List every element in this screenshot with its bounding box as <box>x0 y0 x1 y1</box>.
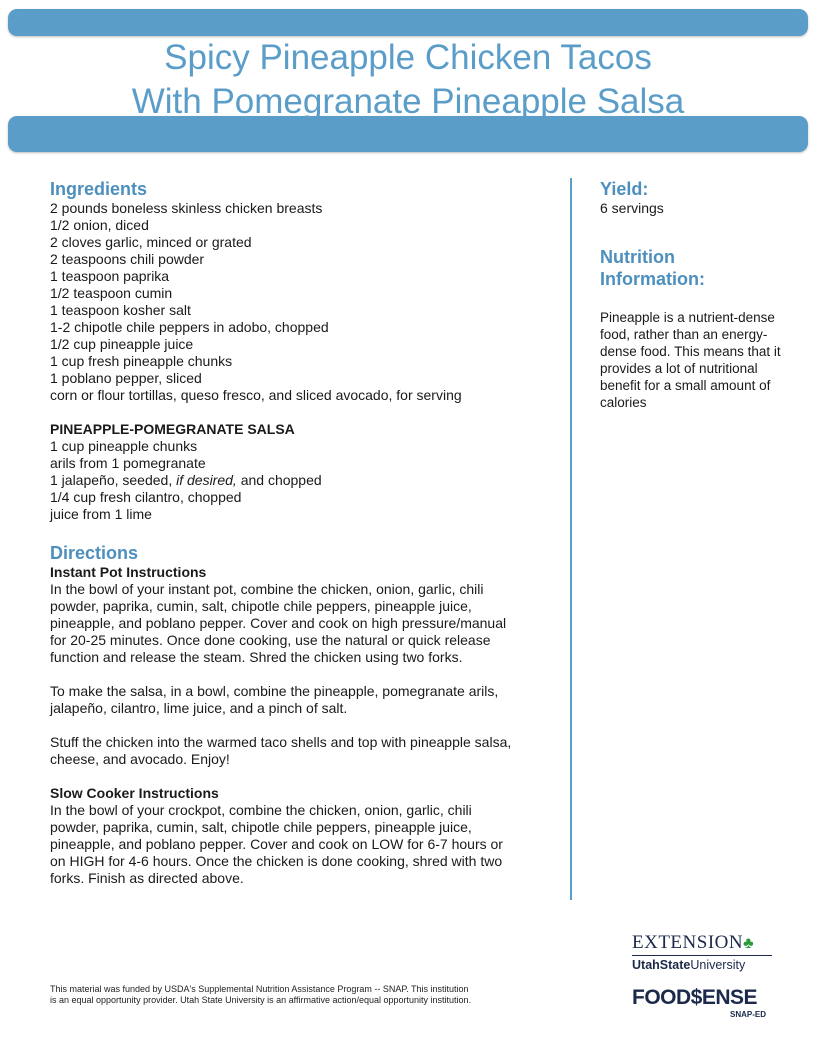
ingredient-item: 1-2 chipotle chile peppers in adobo, chopped <box>50 319 329 335</box>
ingredient-item: 2 pounds boneless skinless chicken breasts <box>50 200 323 216</box>
ingredient-item: 1 teaspoon kosher salt <box>50 302 191 318</box>
yield-value: 6 servings <box>600 200 664 216</box>
paragraph-line: To make the salsa, in a bowl, combine the pineapple, pomegranate arils, <box>50 683 499 699</box>
usu-wordmark-2: University <box>690 958 746 972</box>
salsa-directions-paragraph <box>50 683 550 717</box>
salsa-heading: PINEAPPLE-POMEGRANATE SALSA <box>50 421 295 437</box>
paragraph-line: In the bowl of your instant pot, combine the chicken, onion, garlic, chili <box>50 581 484 597</box>
sidebar <box>600 178 805 411</box>
main-column <box>50 178 550 887</box>
foodsense-logo: FOOD$ENSE <box>632 986 758 1009</box>
salsa-item: juice from 1 lime <box>50 506 152 522</box>
yield-heading: Yield: <box>600 179 649 199</box>
ingredient-item: 1 teaspoon paprika <box>50 268 170 284</box>
snap-ed-label: SNAP-ED <box>729 1010 766 1019</box>
ingredient-item: 1 cup fresh pineapple chunks <box>50 353 233 369</box>
ingredients-list <box>50 200 550 404</box>
nutrition-line: Pineapple is a nutrient-dense <box>600 310 775 325</box>
paragraph-line: powder, paprika, cumin, salt, chipotle chile peppers, pineapple juice, <box>50 819 472 835</box>
instant-pot-heading: Instant Pot Instructions <box>50 564 207 580</box>
nutrition-line: calories <box>600 395 647 410</box>
ingredients-heading: Ingredients <box>50 179 148 199</box>
disclaimer-line: is an equal opportunity provider. Utah State University is an affirmative action/equal opportunity institution. <box>50 995 472 1005</box>
ingredient-item: 2 cloves garlic, minced or grated <box>50 234 252 250</box>
salsa-item: arils from 1 pomegranate <box>50 455 206 471</box>
salsa-item: 1/4 cup fresh cilantro, chopped <box>50 489 242 505</box>
salsa-item-emphasis: if desired, <box>176 472 237 488</box>
salsa-item <box>50 472 550 489</box>
salsa-item: 1 cup pineapple chunks <box>50 438 198 454</box>
ingredient-item: corn or flour tortillas, queso fresco, and sliced avocado, for serving <box>50 387 462 403</box>
title-line-1: Spicy Pineapple Chicken Tacos <box>164 38 652 77</box>
ingredient-item: 1/2 teaspoon cumin <box>50 285 173 301</box>
usu-logo <box>632 955 772 972</box>
page-title <box>0 36 816 124</box>
extension-wordmark: EXTENSION <box>632 932 744 953</box>
slow-cooker-heading: Slow Cooker Instructions <box>50 785 219 801</box>
directions-heading: Directions <box>50 543 139 563</box>
logo-block <box>632 932 772 1019</box>
salsa-item-text: 1 jalapeño, seeded, <box>50 472 177 488</box>
extension-logo <box>632 932 772 954</box>
paragraph-line: function and release the steam. Shred the chicken using two forks. <box>50 649 463 665</box>
paragraph-line: forks. Finish as directed above. <box>50 870 244 886</box>
salsa-item-text: and chopped <box>236 472 322 488</box>
paragraph-line: for 20-25 minutes. Once done cooking, use the natural or quick release <box>50 632 491 648</box>
slow-cooker-paragraph <box>50 802 550 887</box>
paragraph-line: pineapple, and poblano pepper. Cover and cook on LOW for 6-7 hours or <box>50 836 503 852</box>
nutrition-heading-line-2: Information: <box>600 269 705 289</box>
title-line-2: With Pomegranate Pineapple Salsa <box>131 82 685 121</box>
funding-disclaimer <box>50 984 570 1006</box>
nutrition-line: dense food. This means that it <box>600 344 781 359</box>
paragraph-line: pineapple, and poblano pepper. Cover and cook on high pressure/manual <box>50 615 507 631</box>
paragraph-line: on HIGH for 4-6 hours. Once the chicken is done cooking, shred with two <box>50 853 503 869</box>
usu-wordmark-1: UtahState <box>632 958 691 972</box>
nutrition-heading-line-1: Nutrition <box>600 247 675 267</box>
salsa-list <box>50 438 550 523</box>
nutrition-text <box>600 309 805 411</box>
serving-directions-paragraph <box>50 734 550 768</box>
ingredient-item: 2 teaspoons chili powder <box>50 251 205 267</box>
ingredient-item: 1/2 cup pineapple juice <box>50 336 194 352</box>
paragraph-line: jalapeño, cilantro, lime juice, and a pinch of salt. <box>50 700 348 716</box>
disclaimer-line: This material was funded by USDA's Supplemental Nutrition Assistance Program -- SNAP. This institution <box>50 984 469 994</box>
ingredient-item: 1 poblano pepper, sliced <box>50 370 202 386</box>
paragraph-line: cheese, and avocado. Enjoy! <box>50 751 230 767</box>
clover-icon: ♣ <box>743 935 755 952</box>
paragraph-line: Stuff the chicken into the warmed taco shells and top with pineapple salsa, <box>50 734 512 750</box>
column-divider <box>570 178 572 900</box>
nutrition-line: food, rather than an energy- <box>600 327 768 342</box>
nutrition-line: provides a lot of nutritional <box>600 361 758 376</box>
nutrition-line: benefit for a small amount of <box>600 378 771 393</box>
paragraph-line: In the bowl of your crockpot, combine the chicken, onion, garlic, chili <box>50 802 472 818</box>
ingredient-item: 1/2 onion, diced <box>50 217 149 233</box>
header-bar-top <box>8 9 808 36</box>
instant-pot-paragraph <box>50 581 550 666</box>
paragraph-line: powder, paprika, cumin, salt, chipotle chile peppers, pineapple juice, <box>50 598 472 614</box>
